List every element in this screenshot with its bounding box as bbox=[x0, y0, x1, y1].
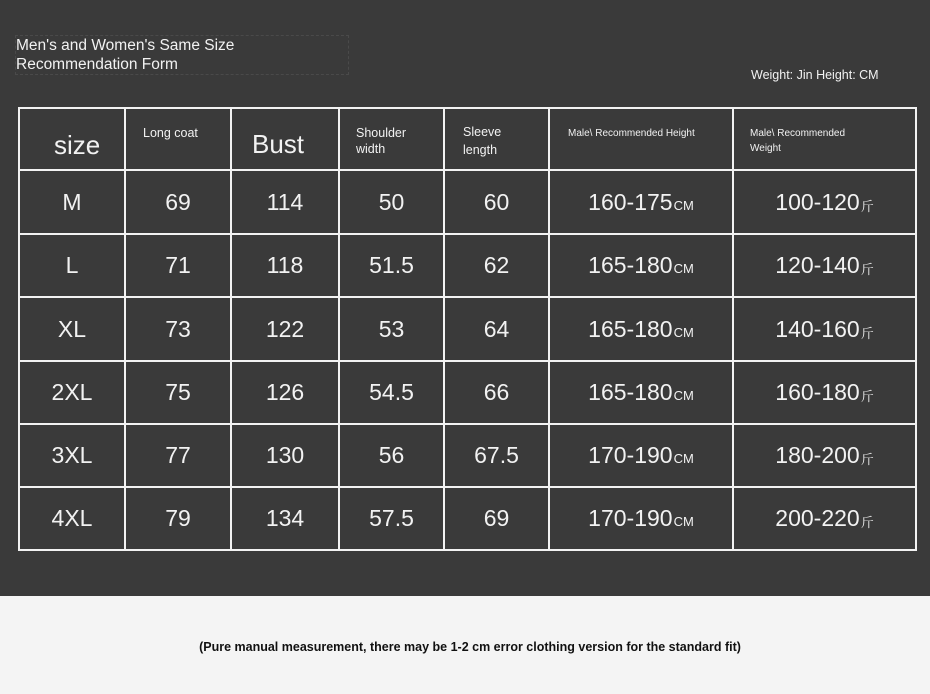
cell-height bbox=[550, 171, 732, 233]
cell-long-coat bbox=[126, 425, 230, 486]
cell-value: M bbox=[62, 188, 82, 215]
cell-value: XL bbox=[57, 315, 87, 342]
cell-value: 64 bbox=[483, 315, 510, 342]
cell-value: 53 bbox=[378, 315, 405, 342]
cell-size bbox=[20, 488, 124, 549]
weight-unit: 斤 bbox=[860, 389, 874, 404]
cell-bust bbox=[232, 235, 338, 296]
cell-value: 60 bbox=[483, 188, 510, 215]
cell-value: 73 bbox=[165, 315, 191, 342]
cell-height bbox=[550, 488, 732, 549]
cell-sleeve bbox=[445, 362, 548, 423]
cell-value: 120-140 bbox=[775, 252, 860, 278]
cell-shoulder bbox=[340, 488, 443, 549]
height-unit: CM bbox=[673, 261, 694, 276]
cell-size bbox=[20, 362, 124, 423]
header-bust: Bust bbox=[252, 129, 305, 159]
footer-note: (Pure manual measurement, there may be 1-2 cm error clothing version for the standard fit) bbox=[199, 640, 741, 654]
cell-value: 170-190 bbox=[588, 505, 673, 531]
header-shoulder-line-1: Shoulder bbox=[356, 126, 407, 140]
header-shoulder-line-2: width bbox=[356, 142, 386, 156]
cell-value: 2XL bbox=[51, 379, 93, 405]
cell-sleeve bbox=[445, 235, 548, 296]
height-unit: CM bbox=[673, 388, 694, 403]
height-unit: CM bbox=[673, 514, 694, 529]
cell-value: 170-190 bbox=[588, 442, 673, 468]
cell-value: 4XL bbox=[51, 505, 93, 531]
cell-value: 3XL bbox=[51, 442, 93, 468]
cell-bust bbox=[232, 425, 338, 486]
cell-weight bbox=[734, 235, 915, 296]
cell-long-coat bbox=[126, 362, 230, 423]
cell-value: 75 bbox=[165, 379, 191, 405]
header-sleeve-length bbox=[445, 109, 548, 169]
cell-value: 165-180 bbox=[588, 252, 673, 278]
cell-value: 134 bbox=[265, 505, 305, 531]
cell-long-coat bbox=[126, 171, 230, 233]
header-weight-line-1: Male\ Recommended bbox=[750, 128, 846, 139]
weight-unit: 斤 bbox=[860, 325, 874, 341]
cell-size bbox=[20, 171, 124, 233]
cell-height bbox=[550, 235, 732, 296]
cell-height bbox=[550, 425, 732, 486]
height-unit: CM bbox=[673, 451, 694, 466]
cell-bust bbox=[232, 298, 338, 360]
cell-shoulder bbox=[340, 425, 443, 486]
cell-value: 165-180 bbox=[588, 315, 673, 342]
cell-bust bbox=[232, 488, 338, 549]
units-note: Weight: Jin Height: CM bbox=[751, 68, 879, 82]
weight-unit: 斤 bbox=[860, 452, 874, 467]
cell-bust bbox=[232, 362, 338, 423]
weight-unit: 斤 bbox=[860, 198, 874, 214]
cell-weight bbox=[734, 425, 915, 486]
cell-value: 114 bbox=[266, 188, 304, 215]
cell-value: 122 bbox=[265, 315, 305, 342]
cell-value: 130 bbox=[265, 442, 305, 468]
cell-weight bbox=[734, 298, 915, 360]
cell-value: 54.5 bbox=[369, 379, 414, 405]
cell-sleeve bbox=[445, 425, 548, 486]
cell-value: 118 bbox=[266, 252, 304, 278]
cell-value: 200-220 bbox=[775, 505, 860, 531]
cell-value: 165-180 bbox=[588, 379, 673, 405]
cell-value: 69 bbox=[483, 505, 510, 531]
cell-sleeve bbox=[445, 298, 548, 360]
header-size: size bbox=[54, 130, 101, 160]
cell-shoulder bbox=[340, 362, 443, 423]
cell-value: 71 bbox=[165, 252, 191, 278]
cell-height bbox=[550, 362, 732, 423]
header-shoulder-width bbox=[340, 109, 443, 169]
weight-unit: 斤 bbox=[860, 515, 874, 530]
header-sleeve-line-1: Sleeve bbox=[463, 125, 502, 139]
chart-title bbox=[16, 36, 348, 74]
header-recommended-height: Male\ Recommended Height bbox=[568, 128, 695, 139]
cell-shoulder bbox=[340, 171, 443, 233]
weight-unit: 斤 bbox=[860, 262, 874, 277]
cell-value: 67.5 bbox=[474, 442, 519, 468]
header-weight-line-2: Weight bbox=[750, 143, 781, 154]
cell-value: 50 bbox=[378, 188, 405, 215]
header-recommended-weight bbox=[734, 109, 915, 169]
cell-weight bbox=[734, 362, 915, 423]
cell-value: 62 bbox=[483, 252, 510, 278]
title-line-1: Men's and Women's Same Size bbox=[16, 37, 235, 54]
cell-weight bbox=[734, 488, 915, 549]
cell-bust bbox=[232, 171, 338, 233]
cell-weight bbox=[734, 171, 915, 233]
height-unit: CM bbox=[673, 197, 694, 213]
cell-shoulder bbox=[340, 235, 443, 296]
cell-long-coat bbox=[126, 298, 230, 360]
cell-value: 79 bbox=[165, 505, 191, 531]
table-hline bbox=[18, 549, 917, 551]
cell-value: 180-200 bbox=[775, 442, 860, 468]
cell-shoulder bbox=[340, 298, 443, 360]
cell-sleeve bbox=[445, 488, 548, 549]
cell-value: L bbox=[65, 252, 79, 278]
cell-long-coat bbox=[126, 488, 230, 549]
title-line-2: Recommendation Form bbox=[16, 56, 178, 73]
cell-sleeve bbox=[445, 171, 548, 233]
cell-value: 160-175 bbox=[588, 188, 673, 215]
cell-value: 140-160 bbox=[775, 315, 860, 342]
size-table bbox=[18, 107, 917, 551]
cell-value: 56 bbox=[378, 442, 405, 468]
header-sleeve-line-2: length bbox=[463, 143, 498, 157]
cell-value: 69 bbox=[165, 188, 191, 215]
cell-value: 51.5 bbox=[369, 252, 414, 278]
cell-value: 66 bbox=[483, 379, 510, 405]
cell-value: 126 bbox=[265, 379, 305, 405]
cell-size bbox=[20, 425, 124, 486]
cell-value: 57.5 bbox=[369, 505, 414, 531]
cell-long-coat bbox=[126, 235, 230, 296]
cell-value: 77 bbox=[165, 442, 191, 468]
table-hline bbox=[18, 107, 917, 109]
table-vline bbox=[915, 107, 917, 551]
cell-size bbox=[20, 298, 124, 360]
height-unit: CM bbox=[673, 324, 694, 340]
header-long-coat: Long coat bbox=[143, 126, 198, 140]
cell-value: 160-180 bbox=[775, 379, 860, 405]
cell-size bbox=[20, 235, 124, 296]
cell-height bbox=[550, 298, 732, 360]
cell-value: 100-120 bbox=[775, 188, 860, 215]
